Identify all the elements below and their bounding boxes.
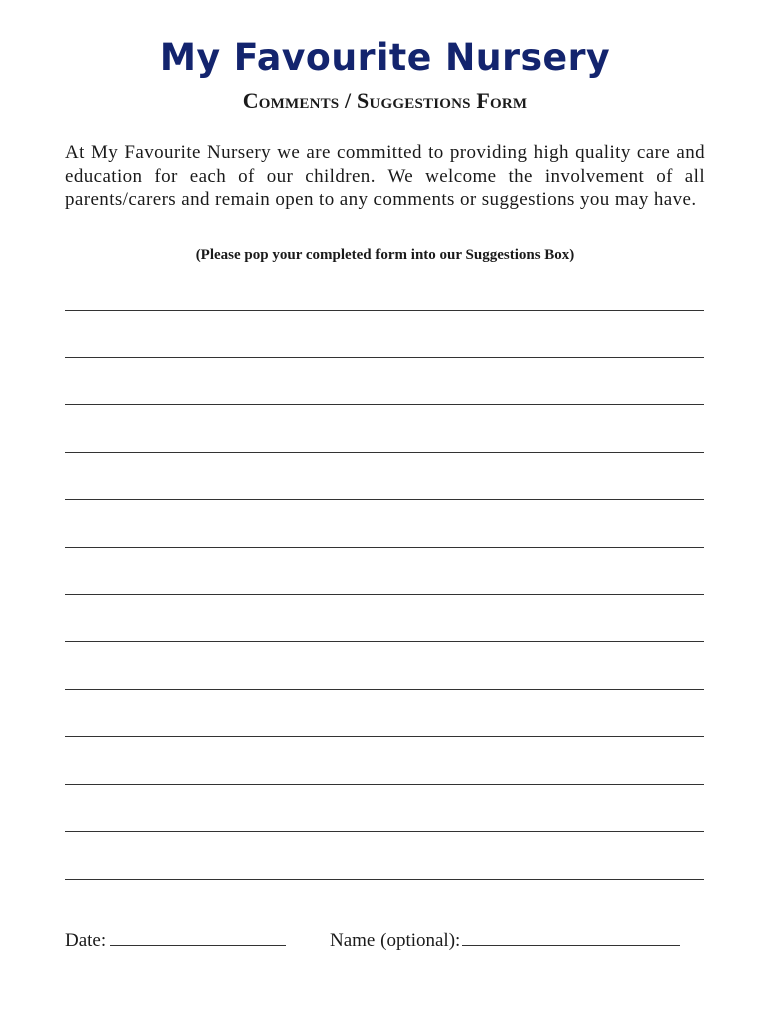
comment-line[interactable] xyxy=(65,594,704,595)
date-blank[interactable] xyxy=(110,929,286,946)
comment-line[interactable] xyxy=(65,310,704,311)
submission-note: (Please pop your completed form into our Suggestions Box) xyxy=(195,247,575,263)
nursery-title: My Favourite Nursery xyxy=(159,36,611,79)
comment-line[interactable] xyxy=(65,784,704,785)
name-blank[interactable] xyxy=(462,929,680,946)
comment-line[interactable] xyxy=(65,689,704,690)
comment-line[interactable] xyxy=(65,547,704,548)
name-label: Name (optional): xyxy=(330,930,461,951)
form-title: Comments / Suggestions Form xyxy=(242,88,528,113)
intro-paragraph: At My Favourite Nursery we are committed to providing high quality care and education for each of our children. We welcome the involvement of all parents/carers and remain open to any comments or suggestions you may have. xyxy=(65,142,705,210)
comment-line[interactable] xyxy=(65,452,704,453)
date-field xyxy=(65,929,286,952)
name-field xyxy=(330,929,680,952)
comment-line[interactable] xyxy=(65,879,704,880)
comment-line[interactable] xyxy=(65,357,704,358)
comment-line[interactable] xyxy=(65,641,704,642)
comment-lines[interactable] xyxy=(65,0,705,1024)
comment-line[interactable] xyxy=(65,499,704,500)
comment-line[interactable] xyxy=(65,404,704,405)
comment-line[interactable] xyxy=(65,736,704,737)
date-label: Date: xyxy=(65,930,107,951)
comment-line[interactable] xyxy=(65,831,704,832)
